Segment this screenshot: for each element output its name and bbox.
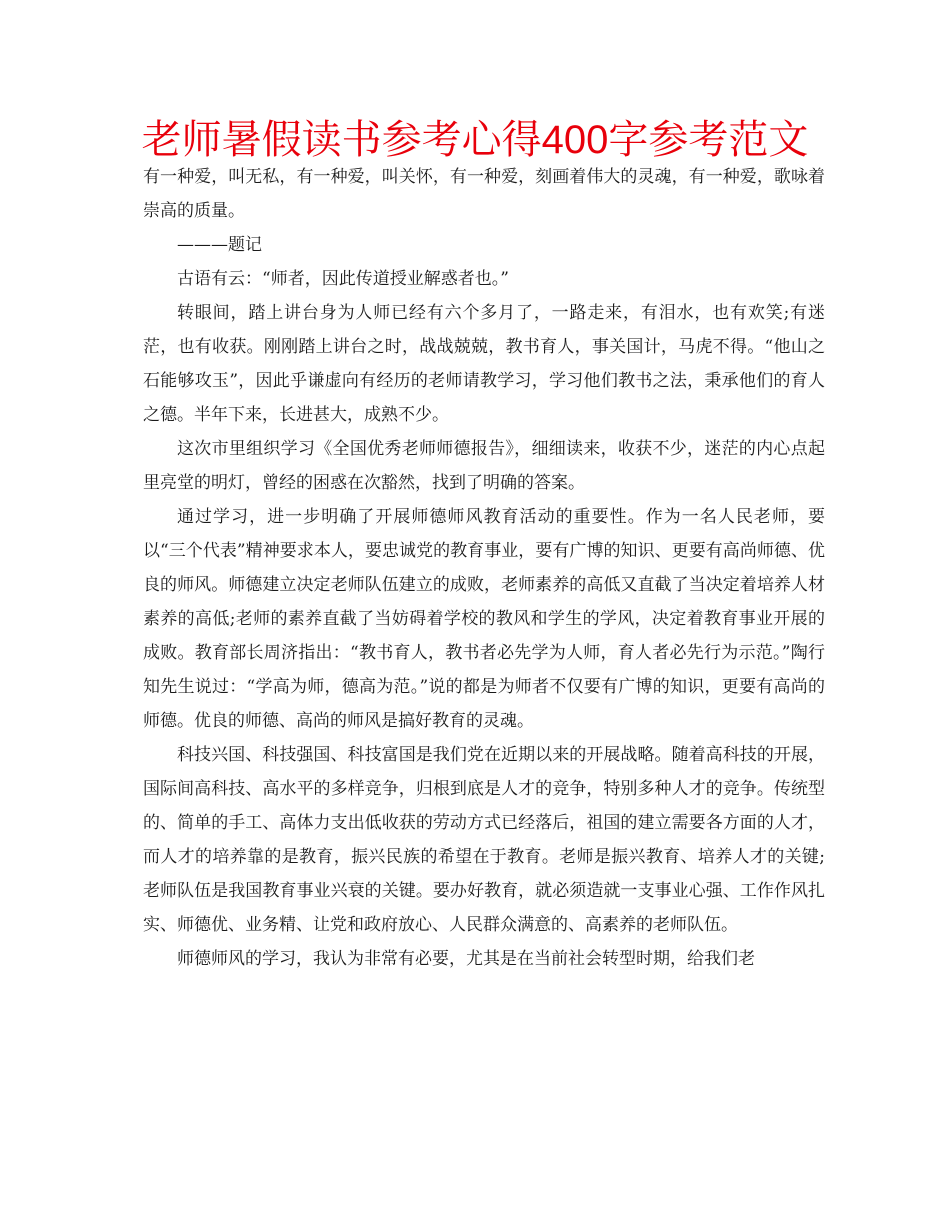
paragraph-quote: 古语有云：“师者，因此传道授业解惑者也。”: [177, 269, 509, 289]
document-title: 老师暑假读书参考心得400字参考范文: [141, 118, 809, 162]
paragraph-conclusion: 师德师风的学习，我认为非常有必要，尤其是在当前社会转型时期，给我们老: [177, 949, 755, 969]
paragraph-epigraph-note: ———题记: [177, 235, 262, 255]
paragraph-strategy: 科技兴国、科技强国、科技富国是我们党在近期以来的开展战略。随着高科技的开展，国际间高科技、高水平的多样竞争，归根到底是人才的竞争，特别多种人才的竞争。传统型的、简单的手工、高体力支出低收获的劳动方式已经落后，祖国的建立需要各方面的人才，而人才的培养靠的是教育，振兴民族的希望在于教育。老师是振兴教育、培养人才的关键;老师队伍是我国教育事业兴衰的关键。要办好教育，就必须造就一支事业心强、工作作风扎实、师德优、业务精、让党和政府放心、人民群众满意的、高素养的老师队伍。: [143, 745, 825, 935]
paragraph-intro: 转眼间，踏上讲台身为人师已经有六个多月了，一路走来，有泪水，也有欢笑;有迷茫，也有收获。刚刚踏上讲台之时，战战兢兢，教书育人，事关国计，马虎不得。“他山之石能够攻玉”，因此乎谦虚向有经历的老师请教学习，学习他们教书之法，秉承他们的育人之德。半年下来，长进甚大，成熟不少。: [143, 303, 825, 425]
paragraph-epigraph: 有一种爱，叫无私，有一种爱，叫关怀，有一种爱，刻画着伟大的灵魂，有一种爱，歌咏着崇高的质量。: [143, 167, 825, 221]
document-body: [143, 160, 825, 976]
paragraph-study: 这次市里组织学习《全国优秀老师师德报告》，细细读来，收获不少，迷茫的内心点起里亮堂的明灯，曾经的困惑在次豁然，找到了明确的答案。: [143, 439, 825, 493]
paragraph-importance: 通过学习，进一步明确了开展师德师风教育活动的重要性。作为一名人民老师，要以“三个代表”精神要求本人，要忠诚党的教育事业，要有广博的知识、更要有高尚师德、优良的师风。师德建立决定老师队伍建立的成败，老师素养的高低又直截了当决定着培养人材素养的高低;老师的素养直截了当妨碍着学校的教风和学生的学风，决定着教育事业开展的成败。教育部长周济指出：“教书育人，教书者必先学为人师，育人者必先行为示范。”陶行知先生说过：“学高为师，德高为范。”说的都是为师者不仅要有广博的知识，更要有高尚的师德。优良的师德、高尚的师风是搞好教育的灵魂。: [143, 507, 825, 731]
